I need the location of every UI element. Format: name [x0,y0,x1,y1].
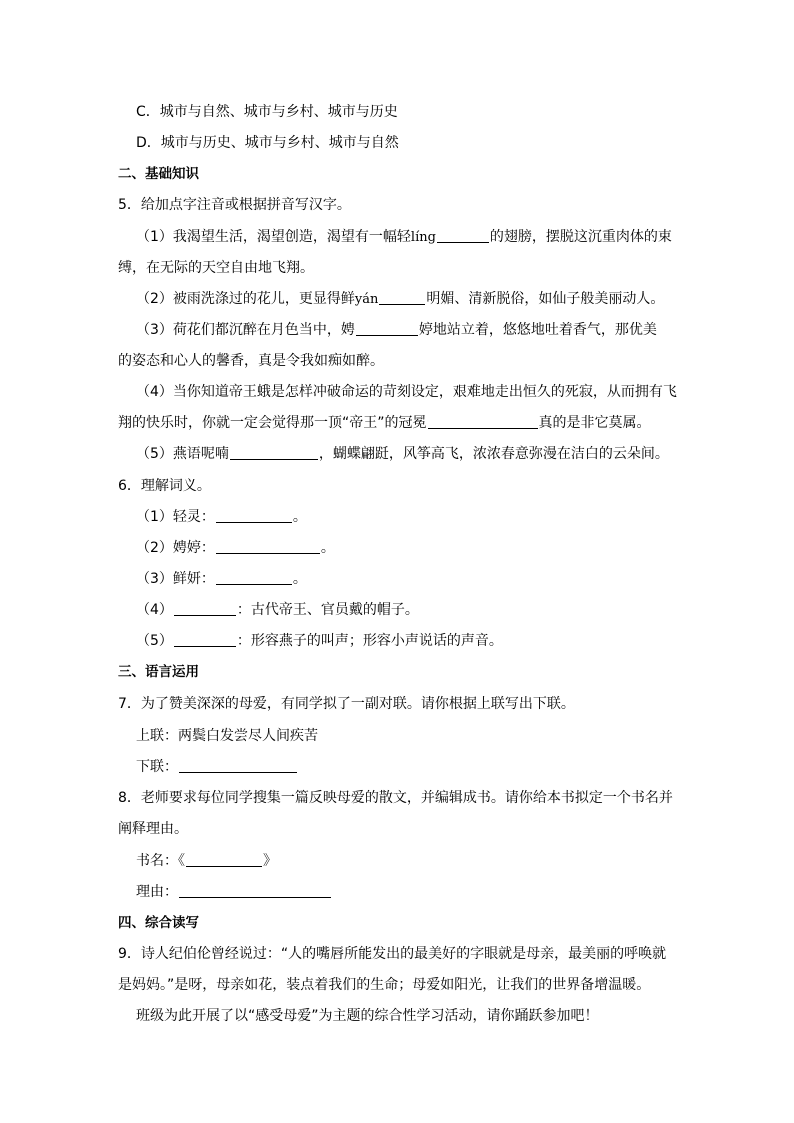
q5-item-5-text-a: （5）燕语呢喃 [136,446,229,462]
q5-item-4-cont [118,413,651,433]
q6-item-5-blank[interactable] [174,631,236,647]
q5-stem: 5．给加点字注音或根据拼音写汉字。 [118,197,351,213]
q5-item-4-text-c: 真的是非它莫属。 [538,415,651,431]
q5-item-5-text-b: ，蝴蝶翩跹，风筝高飞，浓浓春意弥漫在洁白的云朵间。 [318,446,669,462]
q6-item-2-blank[interactable] [216,538,320,554]
q6-item-4-text: ：古代帝王、官员戴的帽子。 [236,602,419,618]
q5-item-5 [136,444,669,464]
q8-book-name: 书名：《 》 [136,853,277,869]
q5-item-2-blank[interactable] [379,289,425,305]
q5-item-4-blank[interactable] [428,413,538,429]
q7-upper-couplet: 上联：两鬓白发尝尽人间疾苦 [136,728,318,744]
q6-item-3: （3）鲜妍： 。 [136,571,307,587]
q6-item-3-blank[interactable] [216,569,292,585]
q6-item-2: （2）娉婷： 。 [136,540,335,556]
q6-item-4-blank[interactable] [174,600,236,616]
q5-item-2 [136,289,664,309]
section-3-title: 三、语言运用 [118,664,199,680]
q8-reason-blank[interactable] [179,882,331,898]
q5-item-1-text-a: （1）我渴望生活，渴望创造，渴望有一幅轻 [136,229,411,245]
q8-book-label: 书名：《 [136,853,185,869]
q5-item-1-pinyin: líng [410,230,436,245]
q5-item-1 [136,227,672,247]
q6-item-1-blank[interactable] [216,507,292,523]
q9-line-1: 9．诗人纪伯伦曾经说过：“人的嘴唇所能发出的最美好的字眼就是母亲，最美丽的呼唤就 [118,946,667,962]
q6-stem: 6．理解词义。 [118,478,211,494]
q5-item-3-text-b: 婷地站立着，悠悠地吐着香气，那优美 [418,322,657,338]
q9-line-2: 是妈妈。”是呀，母亲如花，装点着我们的生命；母爱如阳光，让我们的世界备增温暖。 [118,977,651,993]
q6-item-4-num: （4） [136,602,173,618]
q6-item-5-text: ：形容燕子的叫声；形容小声说话的声音。 [236,633,503,649]
q6-item-5 [136,631,503,651]
q7-lower-label: 下联： [136,759,178,775]
q5-item-2-pinyin: yán [354,292,379,307]
q7-lower-couplet [136,757,298,777]
q6-item-5-num: （5） [136,633,173,649]
q6-item-3-text: （3）鲜妍： [136,571,215,587]
q5-item-2-text-a: （2）被雨洗涤过的花儿，更显得鲜 [136,291,355,307]
q5-item-1-text-b: 的翅膀，摆脱这沉重肉体的束 [489,229,672,245]
q5-item-1-blank[interactable] [437,227,489,243]
section-4-title: 四、综合读写 [118,915,199,931]
q4-option-d: D．城市与历史、城市与乡村、城市与自然 [136,135,399,151]
q5-item-5-blank[interactable] [230,444,318,460]
q8-book-blank[interactable] [186,851,262,867]
q5-item-2-text-b: 明媚、清新脱俗，如仙子般美丽动人。 [426,291,665,307]
q5-item-4: （4）当你知道帝王蛾是怎样冲破命运的苛刻设定，艰难地走出恒久的死寂，从而拥有飞 [136,384,677,400]
q8-stem-cont: 阐释理由。 [118,821,188,837]
q8-reason [136,882,332,902]
q6-item-1-text: （1）轻灵： [136,509,215,525]
q7-lower-blank[interactable] [179,757,297,773]
q5-item-1-cont: 缚，在无际的天空自由地飞翔。 [118,260,314,276]
q5-item-3-blank[interactable] [356,320,418,336]
q5-item-4-text-b: 翔的快乐时，你就一定会觉得那一顶“帝王”的冠冕 [118,415,427,431]
section-2-title: 二、基础知识 [118,166,199,182]
q8-reason-label: 理由： [136,884,178,900]
q6-item-1: （1）轻灵： 。 [136,509,307,525]
q5-item-3-text-a: （3）荷花们都沉醉在月色当中，娉 [136,322,355,338]
q6-item-4 [136,600,419,620]
q9-line-3: 班级为此开展了以“感受母爱”为主题的综合性学习活动，请你踊跃参加吧！ [136,1008,599,1024]
q5-item-3 [136,320,657,340]
q7-stem: 7．为了赞美深深的母爱，有同学拟了一副对联。请你根据上联写出下联。 [118,696,575,712]
q6-item-2-text: （2）娉婷： [136,540,215,556]
q8-stem: 8．老师要求每位同学搜集一篇反映母爱的散文，并编辑成书。请你给本书拟定一个书名并 [118,790,673,806]
q5-item-3-cont: 的姿态和心人的馨香，真是令我如痴如醉。 [118,353,384,369]
q4-option-c: C．城市与自然、城市与乡村、城市与历史 [136,104,398,120]
